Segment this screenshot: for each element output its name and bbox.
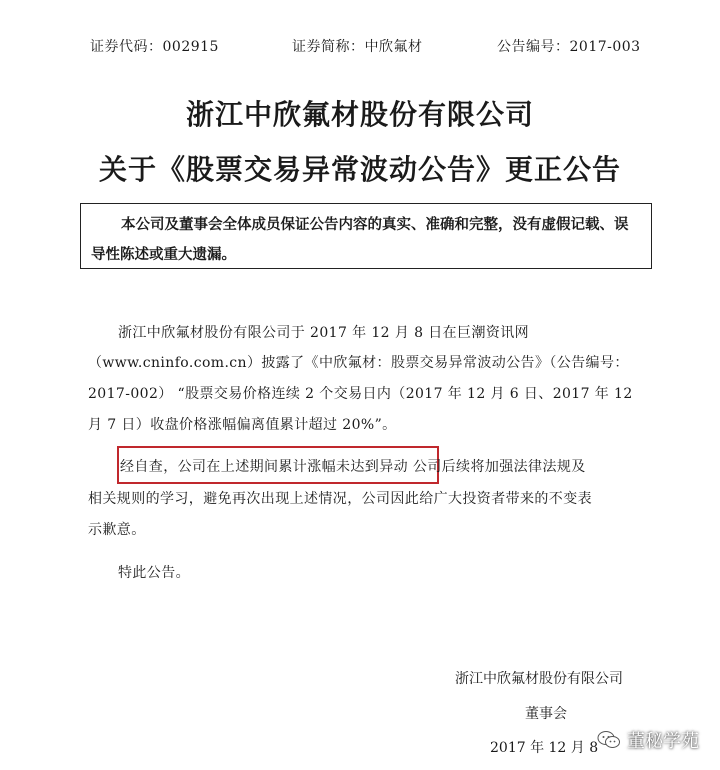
- signature-company: 浙江中欣氟材股份有限公司: [455, 671, 623, 687]
- body-line: （www.cninfo.com.cn）披露了《中欣氟材：股票交易异常波动公告》（公告编号：: [88, 355, 629, 371]
- body-line: 月 7 日）收盘价格涨幅偏离值累计超过 20%”。: [88, 417, 397, 433]
- body-line: 相关规则的学习，避免再次出现上述情况，公司因此给广大投资者带来的不变表: [88, 491, 592, 507]
- signature-board: 董事会: [525, 706, 567, 722]
- stock-code: 证券代码：002915: [90, 39, 219, 55]
- announcement-title: 关于《股票交易异常波动公告》更正公告: [98, 153, 621, 186]
- closing-text: 特此公告。: [118, 565, 190, 581]
- company-title: 浙江中欣氟材股份有限公司: [185, 98, 534, 131]
- body-line: 浙江中欣氟材股份有限公司于 2017 年 12 月 8 日在巨潮资讯网: [118, 325, 530, 341]
- stock-abbreviation: 证券简称：中欣氟材: [292, 39, 423, 55]
- guarantee-notice-box: 本公司及董事会全体成员保证公告内容的真实、准确和完整，没有虚假记载、误导性陈述或重大遗漏。: [80, 203, 652, 269]
- watermark-text: 董秘学苑: [627, 731, 699, 752]
- signature-date: 2017 年 12 月 8: [490, 740, 599, 756]
- wechat-watermark: [597, 726, 699, 754]
- body-line: 经自查，公司在上述期间累计涨幅未达到异动 公司后续将加强法律法规及: [120, 459, 586, 475]
- wechat-icon: [597, 729, 621, 751]
- announcement-number: 公告编号：2017-003: [497, 39, 641, 55]
- body-line: 2017-002） “股票交易价格连续 2 个交易日内（2017 年 12 月 6 日、2017 年 12: [88, 386, 633, 402]
- body-line: 示歉意。: [88, 522, 146, 538]
